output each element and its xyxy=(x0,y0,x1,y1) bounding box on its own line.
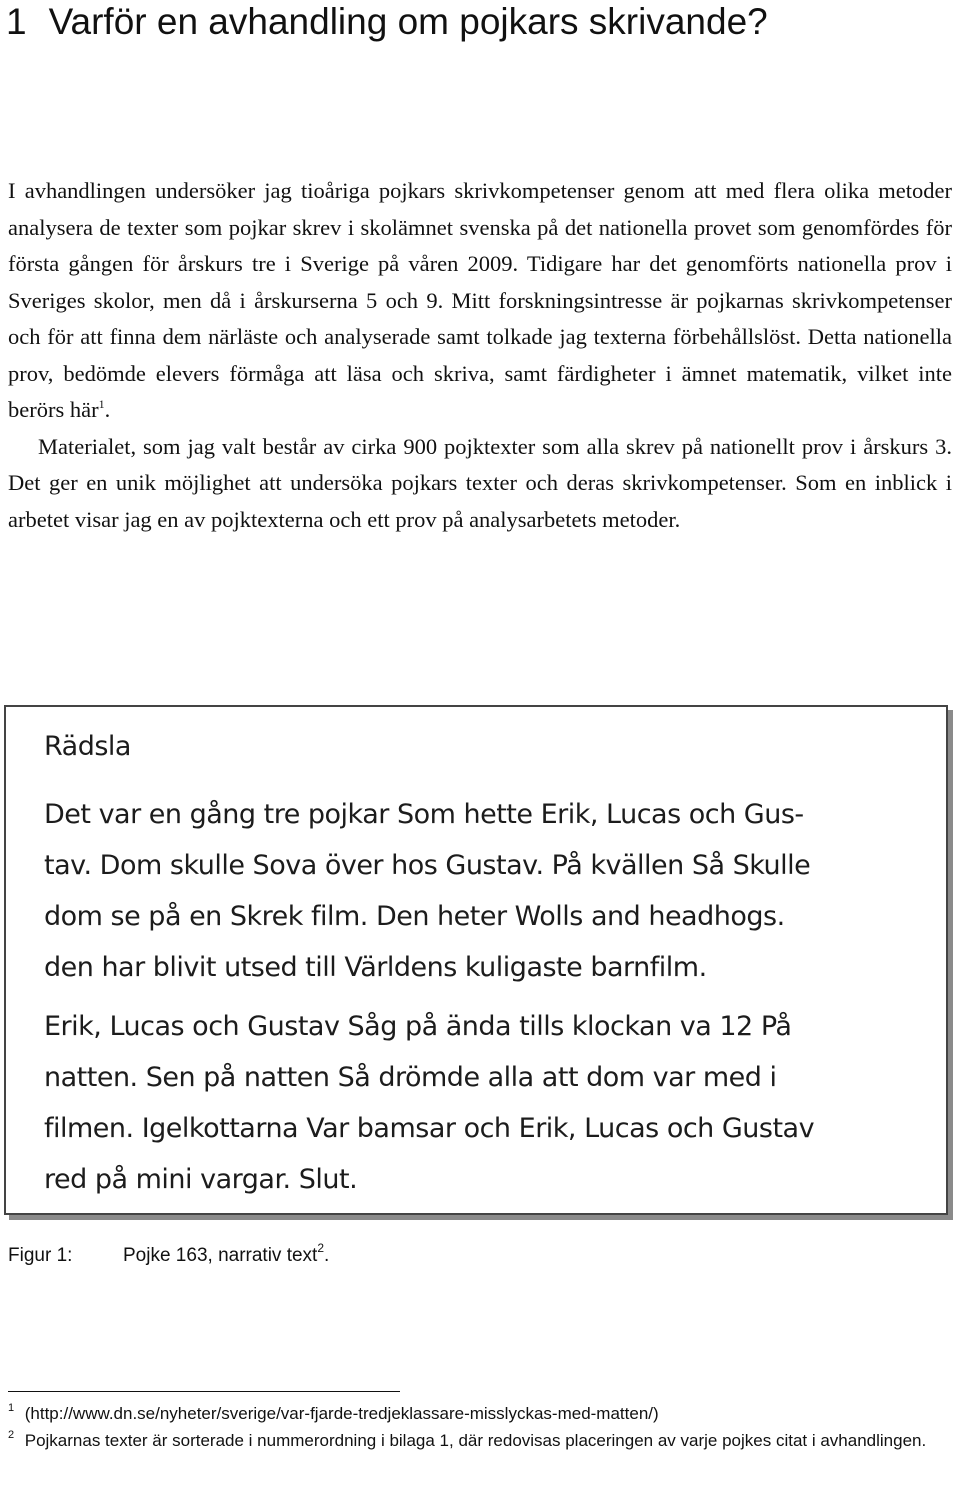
story-line: dom se på en Skrek film. Den heter Wolls and headhogs. xyxy=(44,901,785,932)
caption-label: Figur 1: xyxy=(8,1245,73,1266)
page-title xyxy=(6,0,768,44)
caption-text: Pojke 163, narrativ text xyxy=(123,1245,318,1266)
story-paragraph-1 xyxy=(44,789,944,993)
figure-box xyxy=(4,705,948,1215)
story-line: Det var en gång tre pojkar Som hette Erik, Lucas och Gus- xyxy=(44,799,804,830)
story-line: natten. Sen på natten Så drömde alla att dom var med i xyxy=(44,1062,777,1093)
footnote-1: $^1$ (http://www.dn.se/nyheter/sverige/var-fjarde-tredjeklassare-misslyckas-med-matten/) xyxy=(8,1402,659,1423)
footnotes xyxy=(8,1400,952,1454)
paragraph-2: Materialet, som jag valt består av cirka 900 pojktexter som alla skrev på nationellt prov i årskurs 3. Det ger en unik möjlighet att undersöka pojkars texter och deras skrivkompetenser. Som en inblick i arbetet visar jag en av pojktexterna och ett prov på analysarbetets metoder. xyxy=(8,433,952,532)
paragraph-1: I avhandlingen undersöker jag tioåriga pojkars skrivkompetenser genom att med flera olika metoder analysera de texter som pojkar skrev i skolämnet svenska på det nationella provet som genomfördes för första gången för årskurs tre i Sverige på våren 2009. Tidigare har det genomförts nationella prov i Sveriges skolor, men då i årskurserna 5 och 9. Mitt forskningsintresse är pojkarnas skrivkompetenser och för att finna dem närläste och analyserade samt tolkade jag texterna förbehållslöst. Detta nationella prov, bedömde elevers förmåga att läsa och skriva, samt färdigheter i ämnet matematik, vilket inte berörs här$^1$. xyxy=(8,178,952,422)
story-line: den har blivit utsed till Världens kuligaste barnfilm. xyxy=(44,952,707,983)
handwritten-story xyxy=(44,727,944,1205)
section-number: 1 xyxy=(6,1,27,42)
story-paragraph-2 xyxy=(44,1001,944,1205)
footnote-ref-2: 2 xyxy=(317,1241,325,1255)
section-title: Varför en avhandling om pojkars skrivande? xyxy=(48,1,768,42)
story-line: filmen. Igelkottarna Var bamsar och Erik, Lucas och Gustav xyxy=(44,1113,815,1144)
footnote-2: $^2$ Pojkarnas texter är sorterade i nummerordning i bilaga 1, där redovisas placeringen av varje pojkes citat i avhandlingen. xyxy=(8,1429,927,1450)
figure-caption: Figur 1: Pojke 163, narrativ text$^2$. xyxy=(8,1242,329,1270)
footnote-2-text: Pojkarnas texter är sorterade i nummerordning i bilaga 1, där redovisas placeringen av varje pojkes citat i avhandlingen. xyxy=(24,1431,927,1450)
body-text xyxy=(8,173,952,538)
story-line: Erik, Lucas och Gustav Såg på ända tills klockan va 12 På xyxy=(44,1011,792,1042)
story-title: Rädsla xyxy=(44,731,131,762)
story-line: red på mini vargar. Slut. xyxy=(44,1164,358,1195)
footnote-divider xyxy=(8,1391,400,1392)
footnote-ref-1: 1 xyxy=(98,397,105,411)
story-line: tav. Dom skulle Sova över hos Gustav. På kvällen Så Skulle xyxy=(44,850,811,881)
footnote-1-text: (http://www.dn.se/nyheter/sverige/var-fjarde-tredjeklassare-misslyckas-med-matten/) xyxy=(24,1404,659,1423)
